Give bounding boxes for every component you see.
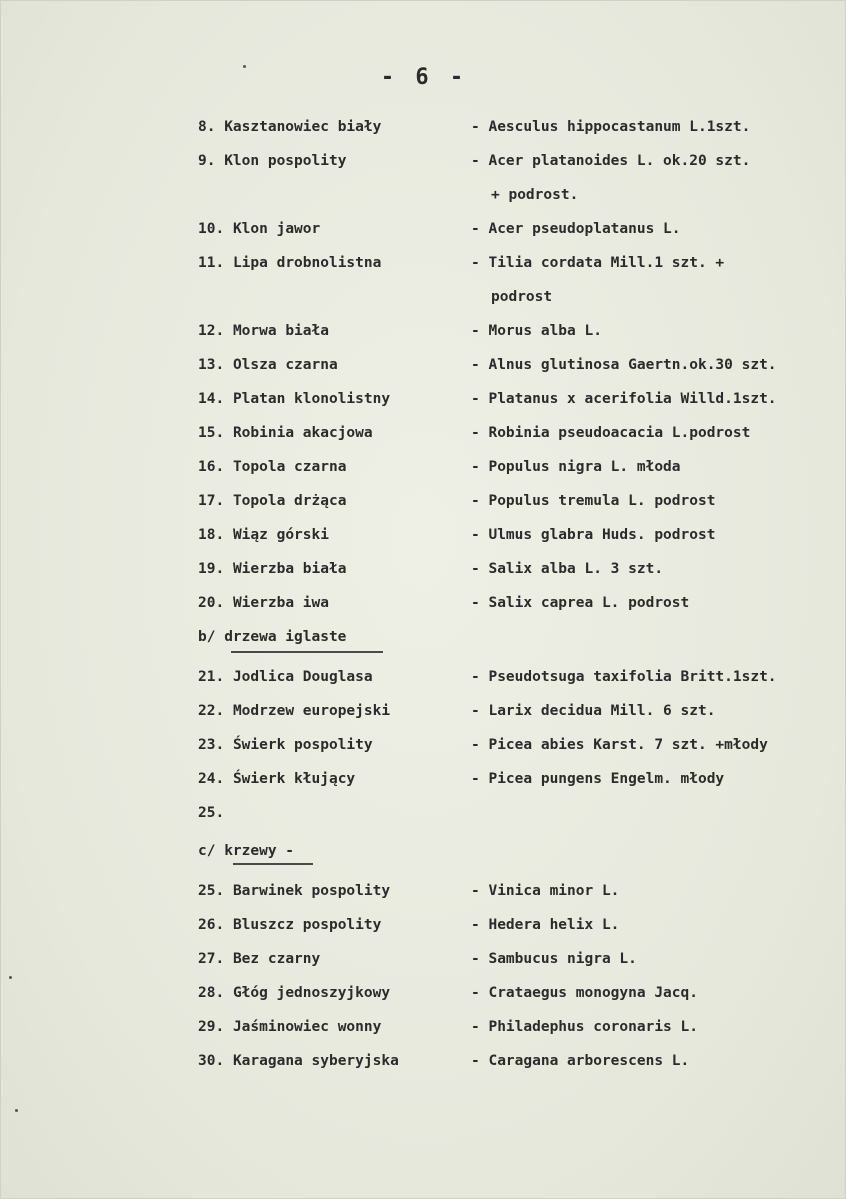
latin-name: - Salix alba L. 3 szt. — [471, 561, 664, 577]
list-item — [1, 985, 846, 1019]
polish-name-text: Modrzew europejski — [232, 703, 391, 719]
latin-name: - Philadephus coronaris L. — [471, 1019, 698, 1035]
polish-name — [198, 737, 373, 753]
list-item — [1, 669, 846, 703]
polish-name — [198, 493, 346, 509]
item-number: 9. — [198, 153, 216, 169]
latin-name: - Ulmus glabra Huds. podrost — [471, 527, 716, 543]
item-number: 30. — [198, 1053, 225, 1069]
item-number: 25. — [198, 805, 225, 821]
polish-name — [198, 951, 320, 967]
list-item — [1, 527, 846, 561]
latin-name: - Platanus x acerifolia Willd.1szt. — [471, 391, 777, 407]
polish-name — [198, 805, 224, 821]
list-item-continuation — [1, 289, 846, 323]
item-number: 12. — [198, 323, 225, 339]
polish-name-text: Topola drżąca — [232, 493, 347, 509]
latin-name: - Pseudotsuga taxifolia Britt.1szt. — [471, 669, 777, 685]
latin-name: - Acer platanoides L. ok.20 szt. — [471, 153, 751, 169]
latin-name: - Morus alba L. — [471, 323, 602, 339]
polish-name-text: Świerk pospolity — [232, 737, 373, 753]
list-item — [1, 771, 846, 805]
polish-name — [198, 595, 329, 611]
list-item — [1, 255, 846, 289]
list-item — [1, 391, 846, 425]
item-number: 19. — [198, 561, 225, 577]
latin-name-continuation: + podrost. — [491, 187, 579, 203]
item-number: 25. — [198, 883, 225, 899]
latin-name: - Populus nigra L. młoda — [471, 459, 681, 475]
section-c-underline — [233, 863, 313, 865]
polish-name-text: Klon pospolity — [224, 153, 347, 169]
polish-name — [198, 357, 338, 373]
polish-name — [198, 527, 329, 543]
list-item — [1, 493, 846, 527]
list-item — [1, 917, 846, 951]
item-number: 21. — [198, 669, 225, 685]
section-heading-c — [1, 843, 846, 869]
polish-name-text: Robinia akacjowa — [232, 425, 373, 441]
item-number: 10. — [198, 221, 225, 237]
section-b-underline — [231, 651, 383, 653]
section-b-label: b/ drzewa iglaste — [198, 629, 347, 645]
list-item — [1, 425, 846, 459]
latin-name: - Populus tremula L. podrost — [471, 493, 716, 509]
polish-name-text: Barwinek pospolity — [232, 883, 391, 899]
list-item-continuation — [1, 187, 846, 221]
item-number: 8. — [198, 119, 216, 135]
list-item — [1, 703, 846, 737]
polish-name-text: Olsza czarna — [232, 357, 338, 373]
polish-name — [198, 425, 373, 441]
item-number: 20. — [198, 595, 225, 611]
polish-name — [198, 221, 320, 237]
polish-name — [198, 883, 390, 899]
list-item — [1, 1019, 846, 1053]
latin-name: - Vinica minor L. — [471, 883, 620, 899]
latin-name: - Hedera helix L. — [471, 917, 620, 933]
polish-name — [198, 985, 390, 1001]
polish-name — [198, 561, 346, 577]
polish-name-text: Wierzba iwa — [232, 595, 329, 611]
latin-name: - Picea abies Karst. 7 szt. +młody — [471, 737, 768, 753]
polish-name — [198, 119, 381, 135]
polish-name-text: Wierzba biała — [232, 561, 347, 577]
list-deciduous — [1, 119, 846, 629]
polish-name-text: Głóg jednoszyjkowy — [232, 985, 391, 1001]
item-number: 26. — [198, 917, 225, 933]
section-c-label: c/ krzewy - — [198, 843, 295, 859]
polish-name-text: Klon jawor — [232, 221, 321, 237]
list-coniferous — [1, 669, 846, 839]
item-number: 29. — [198, 1019, 225, 1035]
polish-name — [198, 153, 346, 169]
polish-name-text: Bluszcz pospolity — [232, 917, 382, 933]
list-item — [1, 1053, 846, 1087]
item-number: 18. — [198, 527, 225, 543]
latin-name: - Salix caprea L. podrost — [471, 595, 690, 611]
item-number: 24. — [198, 771, 225, 787]
polish-name-text: Świerk kłujący — [232, 771, 356, 787]
list-item — [1, 561, 846, 595]
latin-name: - Tilia cordata Mill.1 szt. + — [471, 255, 725, 271]
item-number: 23. — [198, 737, 225, 753]
latin-name: - Aesculus hippocastanum L.1szt. — [471, 119, 751, 135]
polish-name-text: Platan klonolistny — [232, 391, 391, 407]
list-item — [1, 119, 846, 153]
list-item — [1, 805, 846, 839]
list-item — [1, 595, 846, 629]
item-number: 15. — [198, 425, 225, 441]
latin-name: - Caragana arborescens L. — [471, 1053, 690, 1069]
polish-name — [198, 255, 381, 271]
latin-name: - Robinia pseudoacacia L.podrost — [471, 425, 751, 441]
polish-name — [198, 703, 390, 719]
latin-name: - Sambucus nigra L. — [471, 951, 637, 967]
item-number: 22. — [198, 703, 225, 719]
polish-name — [198, 1019, 381, 1035]
item-number: 16. — [198, 459, 225, 475]
list-item — [1, 459, 846, 493]
list-item — [1, 883, 846, 917]
polish-name-text: Morwa biała — [232, 323, 329, 339]
list-item — [1, 357, 846, 391]
item-number: 13. — [198, 357, 225, 373]
polish-name — [198, 669, 373, 685]
list-item — [1, 951, 846, 985]
item-number: 14. — [198, 391, 225, 407]
item-number: 28. — [198, 985, 225, 1001]
polish-name-text: Bez czarny — [232, 951, 321, 967]
latin-name-continuation: podrost — [491, 289, 553, 305]
page-number: - 6 - — [380, 65, 468, 90]
polish-name-text: Karagana syberyjska — [232, 1053, 399, 1069]
polish-name — [198, 323, 329, 339]
latin-name: - Alnus glutinosa Gaertn.ok.30 szt. — [471, 357, 777, 373]
list-item — [1, 323, 846, 357]
list-shrubs — [1, 883, 846, 1087]
polish-name-text: Jaśminowiec wonny — [232, 1019, 382, 1035]
latin-name: - Crataegus monogyna Jacq. — [471, 985, 698, 1001]
polish-name-text: Kasztanowiec biały — [224, 119, 382, 135]
polish-name — [198, 771, 355, 787]
margin-mark — [243, 65, 246, 68]
section-heading-b — [1, 629, 846, 659]
polish-name-text: Wiąz górski — [232, 527, 329, 543]
list-item — [1, 221, 846, 255]
polish-name-text: Lipa drobnolistna — [232, 255, 382, 271]
item-number: 27. — [198, 951, 225, 967]
margin-mark — [15, 1109, 18, 1112]
list-item — [1, 737, 846, 771]
polish-name — [198, 1053, 399, 1069]
polish-name-text: Jodlica Douglasa — [232, 669, 373, 685]
item-number: 17. — [198, 493, 225, 509]
polish-name — [198, 391, 390, 407]
polish-name-text: Topola czarna — [232, 459, 347, 475]
latin-name: - Picea pungens Engelm. młody — [471, 771, 725, 787]
species-list — [1, 119, 846, 1087]
item-number: 11. — [198, 255, 225, 271]
latin-name: - Larix decidua Mill. 6 szt. — [471, 703, 716, 719]
list-item — [1, 153, 846, 187]
polish-name — [198, 459, 346, 475]
latin-name: - Acer pseudoplatanus L. — [471, 221, 681, 237]
margin-mark — [9, 976, 12, 979]
polish-name — [198, 917, 381, 933]
